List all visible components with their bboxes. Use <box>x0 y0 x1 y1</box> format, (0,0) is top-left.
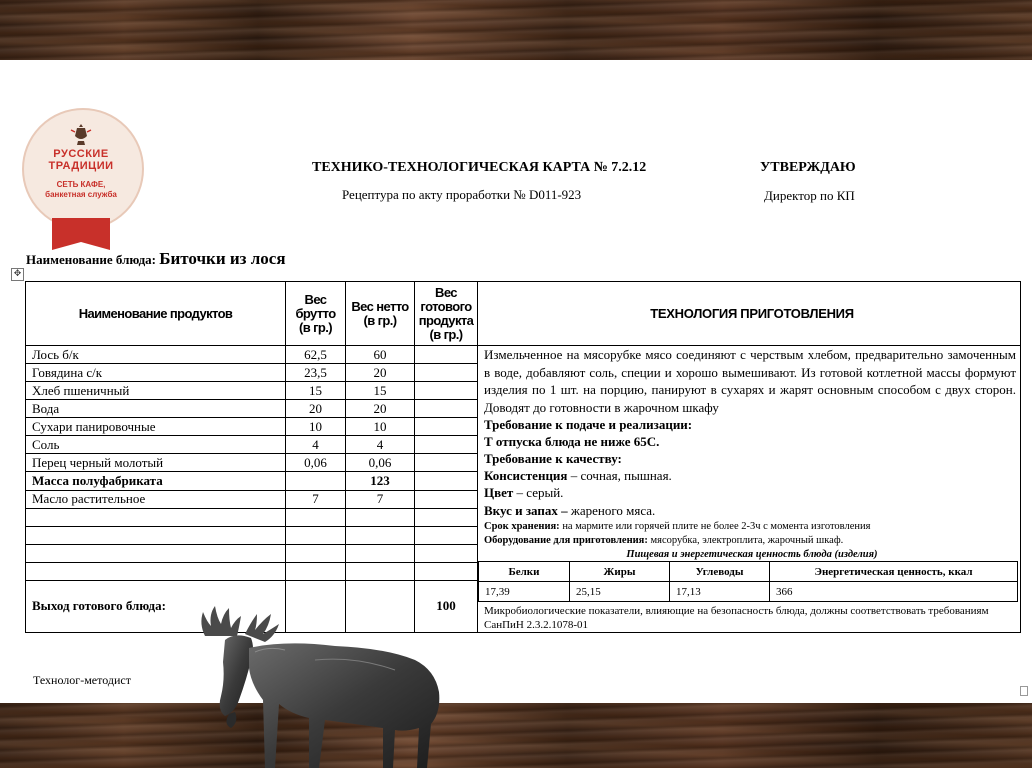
logo-subtitle-line2: банкетная служба <box>45 190 117 199</box>
gross-weight <box>286 562 346 580</box>
page-corner-marker <box>1020 686 1028 696</box>
product-name: Хлеб пшеничный <box>26 382 286 400</box>
product-name <box>26 562 286 580</box>
product-name: Масло растительное <box>26 490 286 508</box>
net-weight: 7 <box>346 490 415 508</box>
serving-title: Требование к подаче и реализации: <box>484 417 693 432</box>
logo-brand-text: РУССКИЕ ТРАДИЦИИ <box>48 148 114 172</box>
net-weight <box>346 544 415 562</box>
moose-illustration <box>195 600 455 768</box>
header-net-l2: (в гр.) <box>363 312 397 328</box>
consistency-value: – сочная, пышная. <box>567 468 672 483</box>
director-label: Директор по КП <box>764 188 855 203</box>
net-weight: 60 <box>346 346 415 364</box>
net-weight: 0,06 <box>346 454 415 472</box>
technologist-signature: Технолог-методист <box>33 673 131 687</box>
wood-footer-banner <box>0 703 1032 768</box>
equipment-value: мясорубка, электроплита, жарочный шкаф. <box>647 535 844 546</box>
ready-weight <box>415 400 478 418</box>
product-name: Говядина с/к <box>26 364 286 382</box>
product-name: Масса полуфабриката <box>26 472 286 490</box>
gross-weight: 4 <box>286 436 346 454</box>
nutrition-header-fat: Жиры <box>570 562 670 582</box>
gross-weight: 23,5 <box>286 364 346 382</box>
header-ready-l3: продукта <box>418 312 474 328</box>
taste-label: Вкус и запах – <box>484 503 568 518</box>
ready-weight <box>415 346 478 364</box>
logo-ribbon <box>52 218 110 250</box>
taste-line <box>484 501 1020 520</box>
nutrition-title: Пищевая и энергетическая ценность блюда (изделия) <box>626 549 878 560</box>
quality-title: Требование к качеству: <box>484 451 622 466</box>
equipment-line <box>484 534 1020 548</box>
table-move-handle-icon[interactable]: ✥ <box>11 268 24 281</box>
technology-description: Измельченное на мясорубке мясо соединяют с черствым хлебом, предварительно замоченным в воде, добавляют соль, специи и хорошо вымешивают. Из готовой котлетной массы формуют изделия по 1 шт. на порцию, панируют в сухарях и жарят основным способом с двух сторон. Доводят до готовности в жарочном шкафу <box>484 347 1016 415</box>
color-label: Цвет <box>484 485 514 500</box>
storage-value: на мармите или горячей плите не более 2-3ч с момента изготовления <box>559 521 871 532</box>
product-name <box>26 526 286 544</box>
logo-subtitle-line1: СЕТЬ КАФЕ, <box>56 180 106 189</box>
color-value: – серый. <box>513 485 564 500</box>
net-weight: 15 <box>346 382 415 400</box>
consistency-label: Консистенция <box>484 468 568 483</box>
dish-name-line <box>26 249 286 269</box>
header-gross-l3: (в гр.) <box>298 319 333 335</box>
gross-weight <box>286 526 346 544</box>
ready-weight <box>415 508 478 526</box>
nutrition-values-row <box>479 582 1018 602</box>
ready-weight <box>415 364 478 382</box>
table-header-row <box>26 282 1021 346</box>
nutrition-header-carbs: Углеводы <box>670 562 770 582</box>
net-weight <box>346 508 415 526</box>
header-gross-l2: брутто <box>295 305 336 321</box>
header-technology: ТЕХНОЛОГИЯ ПРИГОТОВЛЕНИЯ <box>478 282 1021 346</box>
nutrition-header-energy: Энергетическая ценность, ккал <box>770 562 1018 582</box>
gross-weight: 0,06 <box>286 454 346 472</box>
ready-weight <box>415 526 478 544</box>
taste-value: жареного мяса. <box>567 503 656 518</box>
gross-weight <box>286 544 346 562</box>
gross-weight: 20 <box>286 400 346 418</box>
gross-weight: 7 <box>286 490 346 508</box>
product-name: Лось б/к <box>26 346 286 364</box>
recipe-reference: Рецептура по акту проработки № D011-923 <box>342 187 582 202</box>
restaurant-logo <box>20 108 144 250</box>
card-title: ТЕХНИКО-ТЕХНОЛОГИЧЕСКАЯ КАРТА № 7.2.12 <box>312 160 647 175</box>
product-name: Вода <box>26 400 286 418</box>
ready-weight <box>415 562 478 580</box>
microbiology-note: Микробиологические показатели, влияющие на безопасность блюда, должны соответствовать требованиям СанПиН 2.3.2.1078-01 <box>484 605 989 631</box>
header-ready-l1: Вес <box>435 284 457 300</box>
product-name <box>26 544 286 562</box>
ready-weight <box>415 490 478 508</box>
ready-weight <box>415 544 478 562</box>
gross-weight: 10 <box>286 418 346 436</box>
ready-weight <box>415 436 478 454</box>
net-weight: 4 <box>346 436 415 454</box>
color-line <box>484 484 1020 501</box>
dish-label: Наименование блюда: <box>26 252 156 267</box>
header-ready-l2: готового <box>420 298 472 314</box>
product-name: Соль <box>26 436 286 454</box>
yield-value: 100 <box>415 580 478 632</box>
header-net <box>346 282 415 346</box>
wood-header-banner <box>0 0 1032 60</box>
header-net-l1: Вес нетто <box>351 298 409 314</box>
technology-cell <box>478 346 1021 633</box>
serving-temperature: Т отпуска блюда не ниже 65С. <box>484 434 660 449</box>
logo-subtitle <box>24 180 138 200</box>
product-name: Сухари панировочные <box>26 418 286 436</box>
consistency-line <box>484 467 1020 484</box>
samovar-icon <box>68 122 94 148</box>
ready-weight <box>415 382 478 400</box>
equipment-label: Оборудование для приготовления: <box>484 535 648 546</box>
header-product: Наименование продуктов <box>26 282 286 346</box>
ready-weight <box>415 418 478 436</box>
nutrition-protein: 17,39 <box>479 582 570 602</box>
gross-weight: 62,5 <box>286 346 346 364</box>
nutrition-carbs: 17,13 <box>670 582 770 602</box>
yield-label: Выход готового блюда: <box>26 580 286 632</box>
header-ready-l4: (в гр.) <box>429 326 463 342</box>
storage-label: Срок хранения: <box>484 521 560 532</box>
header-gross <box>286 282 346 346</box>
nutrition-fat: 25,15 <box>570 582 670 602</box>
net-weight: 123 <box>346 472 415 490</box>
storage-line <box>484 520 1020 534</box>
dish-name: Биточки из лося <box>159 249 286 268</box>
net-weight: 20 <box>346 400 415 418</box>
gross-weight <box>286 508 346 526</box>
net-weight: 10 <box>346 418 415 436</box>
nutrition-table <box>478 561 1018 602</box>
net-weight <box>346 526 415 544</box>
gross-weight <box>286 472 346 490</box>
product-name: Перец черный молотый <box>26 454 286 472</box>
nutrition-energy: 366 <box>770 582 1018 602</box>
net-weight <box>346 562 415 580</box>
header-gross-l1: Вес <box>304 291 327 307</box>
product-name <box>26 508 286 526</box>
header-ready <box>415 282 478 346</box>
ready-weight <box>415 472 478 490</box>
tech-card-table <box>25 281 1021 633</box>
approval-label: УТВЕРЖДАЮ <box>760 160 856 175</box>
table-row <box>26 346 1021 364</box>
nutrition-header-row <box>479 562 1018 582</box>
gross-weight: 15 <box>286 382 346 400</box>
ready-weight <box>415 454 478 472</box>
net-weight: 20 <box>346 364 415 382</box>
nutrition-header-protein: Белки <box>479 562 570 582</box>
